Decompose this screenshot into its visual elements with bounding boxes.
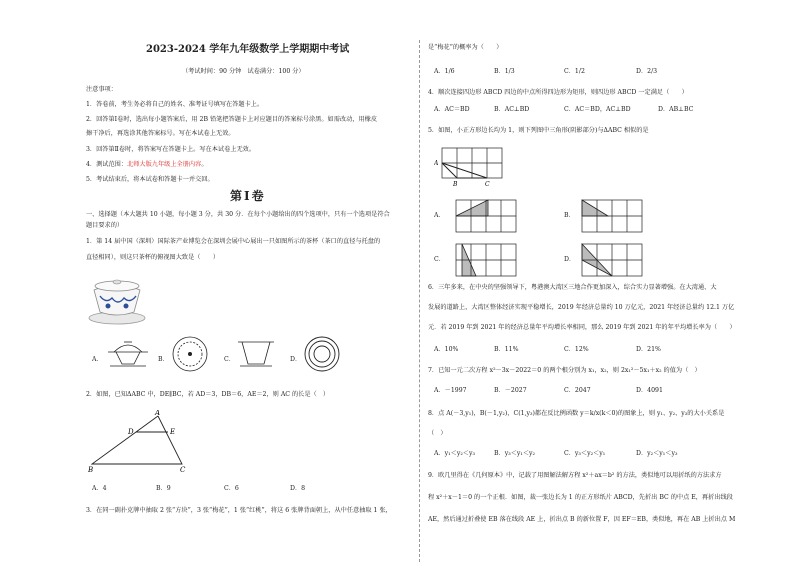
q6-option-d: D．21% xyxy=(636,346,661,353)
question-9-cont-2: AE，然后通过折叠使 EB 落在线段 AE 上，折出点 B 的新位置 F，因 EF＝EB，类似地，再在 AB 上折出点 M xyxy=(428,516,736,523)
q4-option-c: C．AC＝BD，AC⊥BD xyxy=(564,106,631,113)
q1-option-b-figure xyxy=(170,334,210,374)
question-9-cont-1: 程 x²＋x－1＝0 的一个正根．如图，裁一张边长为 1 的正方形纸片 ABCD，先折出 BC 的中点 E，再折出线段 xyxy=(428,494,733,501)
section-title: 第Ⅰ卷 xyxy=(230,189,266,203)
part1-instructions-cont: 题目要求的） xyxy=(86,222,124,229)
q6-option-b: B．11% xyxy=(494,346,519,353)
q5-option-d: D． xyxy=(564,256,576,263)
q3-option-c: C．1/2 xyxy=(564,68,585,75)
q5-label-c: C xyxy=(485,181,490,188)
question-5: 5．如图，小正方形边长均为 1，则下列图中三角形(阴影部分)与ΔABC 相似的是 xyxy=(428,127,649,134)
q5-option-b: B． xyxy=(564,212,575,219)
q1-option-d-figure xyxy=(302,334,342,374)
q5-option-a-figure xyxy=(452,196,518,236)
question-2: 2．如图，已知ΔABC 中，DE∥BC，若 AD＝3，DB＝6，AE＝2，则 AC 的长是（ ） xyxy=(86,391,330,398)
q5-label-b: B xyxy=(453,181,458,188)
note-5: 5．考试结束后，将本试卷和答题卡一并交回。 xyxy=(86,176,214,183)
q7-option-d: D．4091 xyxy=(636,387,663,394)
note-3: 3．回答第Ⅱ卷时，将答案写在答题卡上。写在本试卷上无效。 xyxy=(86,146,256,153)
q8-option-b: B．y₃＜y₁＜y₂ xyxy=(494,450,536,457)
note-2-cont: 擦干净后，再选涂其他答案标号。写在本试卷上无效。 xyxy=(86,130,235,137)
q7-option-b: B．－2027 xyxy=(494,387,527,394)
notes-heading: 注意事项： xyxy=(86,86,117,93)
q2-option-c: C．6 xyxy=(224,485,239,492)
q8-option-a: A．y₁＜y₂＜y₃ xyxy=(434,450,475,457)
note-2: 2．回答第Ⅰ卷时，选出每小题答案后，用 2B 铅笔把答题卡上对应题目的答案标号涂黑。如需改动，用橡皮 xyxy=(86,116,378,123)
q1-option-b: B． xyxy=(158,356,169,363)
q4-option-a: A．AC＝BD xyxy=(434,106,470,113)
question-6-cont-2: 元．若 2019 年到 2021 年的经济总量年平均增长率相同，那么 2019 年到 2021 年的年平均增长率为（ ） xyxy=(428,324,736,331)
note-4-range: 北师大版九年级上全册内容 xyxy=(127,161,202,168)
question-8-paren: （ ） xyxy=(428,430,447,437)
q1-option-c: C． xyxy=(224,356,235,363)
q5-option-c-figure xyxy=(452,240,518,280)
q2-label-c: C xyxy=(180,466,186,472)
teacup-image xyxy=(86,276,148,326)
question-6-cont-1: 发展的道路上，大湾区整体经济实现平稳增长，2019 年经济总量约 10 万亿元，2021 年经济总量约 12.1 万亿 xyxy=(428,304,735,311)
q2-triangle-figure xyxy=(88,410,198,472)
q4-option-b: B．AC⊥BD xyxy=(494,106,530,113)
question-8: 8．点 A(－3,y₁)，B(－1,y₂)，C(1,y₃)都在反比例函数 y＝k/x(k＜0)的图象上，则 y₁、y₂、y₃的大小关系是 xyxy=(428,410,725,417)
question-3-cont: 是“梅花”的概率为（ ） xyxy=(428,44,503,51)
q1-option-a: A． xyxy=(92,356,103,363)
q2-label-d: D xyxy=(128,428,134,436)
question-4: 4．顺次连接四边形 ABCD 四边的中点所得四边形为矩形，则四边形 ABCD 一定满足（ ） xyxy=(428,89,688,96)
q7-option-c: C．2047 xyxy=(564,387,591,394)
q3-option-b: B．1/3 xyxy=(494,68,515,75)
q2-option-b: B．9 xyxy=(156,485,171,492)
q1-option-a-figure xyxy=(104,334,152,370)
part1-instructions: 一、选择题（本大题共 10 小题，每小题 3 分，共 30 分．在每个小题给出的四个选项中，只有一个选项是符合 xyxy=(86,211,390,218)
q4-option-d: D．AB⊥BC xyxy=(658,106,694,113)
q1-option-d: D． xyxy=(290,356,302,363)
q5-option-c: C． xyxy=(434,256,445,263)
note-1: 1．答卷前，考生务必将自己的姓名、准考证号填写在答题卡上。 xyxy=(86,101,264,108)
q7-option-a: A．－1997 xyxy=(434,387,467,394)
q2-label-b: B xyxy=(88,466,94,472)
q3-option-a: A．1/6 xyxy=(434,68,455,75)
exam-title: 2023-2024 学年九年级数学上学期期中考试 xyxy=(146,44,350,55)
note-4-prefix: 4．测试范围： xyxy=(86,161,128,168)
q1-option-c-figure xyxy=(234,336,278,372)
q8-option-c: C．y₃＜y₂＜y₁ xyxy=(564,450,606,457)
question-3: 3．在同一副扑克牌中抽取 2 张“方块”，3 张“梅花”，1 张“红桃”，将这 6 张牌背面朝上，从中任意抽取 1 张， xyxy=(86,507,392,514)
q5-label-a: A xyxy=(434,160,439,167)
q2-label-e: E xyxy=(170,428,176,436)
q6-option-a: A．10% xyxy=(434,346,459,353)
q5-option-d-figure xyxy=(578,240,644,280)
question-7: 7．已知一元二次方程 x²－3x－2022＝0 的两个根分别为 x₁，x₂，则 2x₁²－5x₁＋x₂ 的值为（ ） xyxy=(428,367,701,374)
q6-option-c: C．12% xyxy=(564,346,589,353)
q5-grid-figure xyxy=(434,144,506,192)
q3-option-d: D．2/3 xyxy=(636,68,658,75)
question-1-cont: 直径相同），则这只茶杯的俯视图大致是（ ） xyxy=(86,254,220,261)
question-1: 1．第 14 届中国（深圳）国际茶产业博览会在深圳会展中心展出一只如图所示的茶杯（茶口的直径与托盘的 xyxy=(86,238,381,245)
question-6: 6．三年多来，在中央的坚强领导下，粤港澳大湾区三地合作更加深入，综合实力显著增强。在大湾通、大 xyxy=(428,284,717,291)
q5-option-a: A． xyxy=(434,212,445,219)
note-4 xyxy=(86,161,208,169)
exam-subtitle: （考试时间：90 分钟 试卷满分：100 分） xyxy=(182,68,305,75)
q2-option-d: D．8 xyxy=(290,485,306,492)
q2-option-a: A．4 xyxy=(92,485,107,492)
left-column xyxy=(86,0,416,562)
question-9: 9．欧几里得在《几何原本》中，记载了用图解法解方程 x²＋ax＝b² 的方法，类似地可以用折纸的方法求方 xyxy=(428,472,722,479)
column-divider xyxy=(419,40,420,562)
q5-option-b-figure xyxy=(578,196,644,236)
right-column xyxy=(428,0,768,562)
q2-label-a: A xyxy=(155,410,161,417)
note-4-suffix: 。 xyxy=(201,161,208,168)
q8-option-d: D．y₂＜y₁＜y₃ xyxy=(636,450,678,457)
